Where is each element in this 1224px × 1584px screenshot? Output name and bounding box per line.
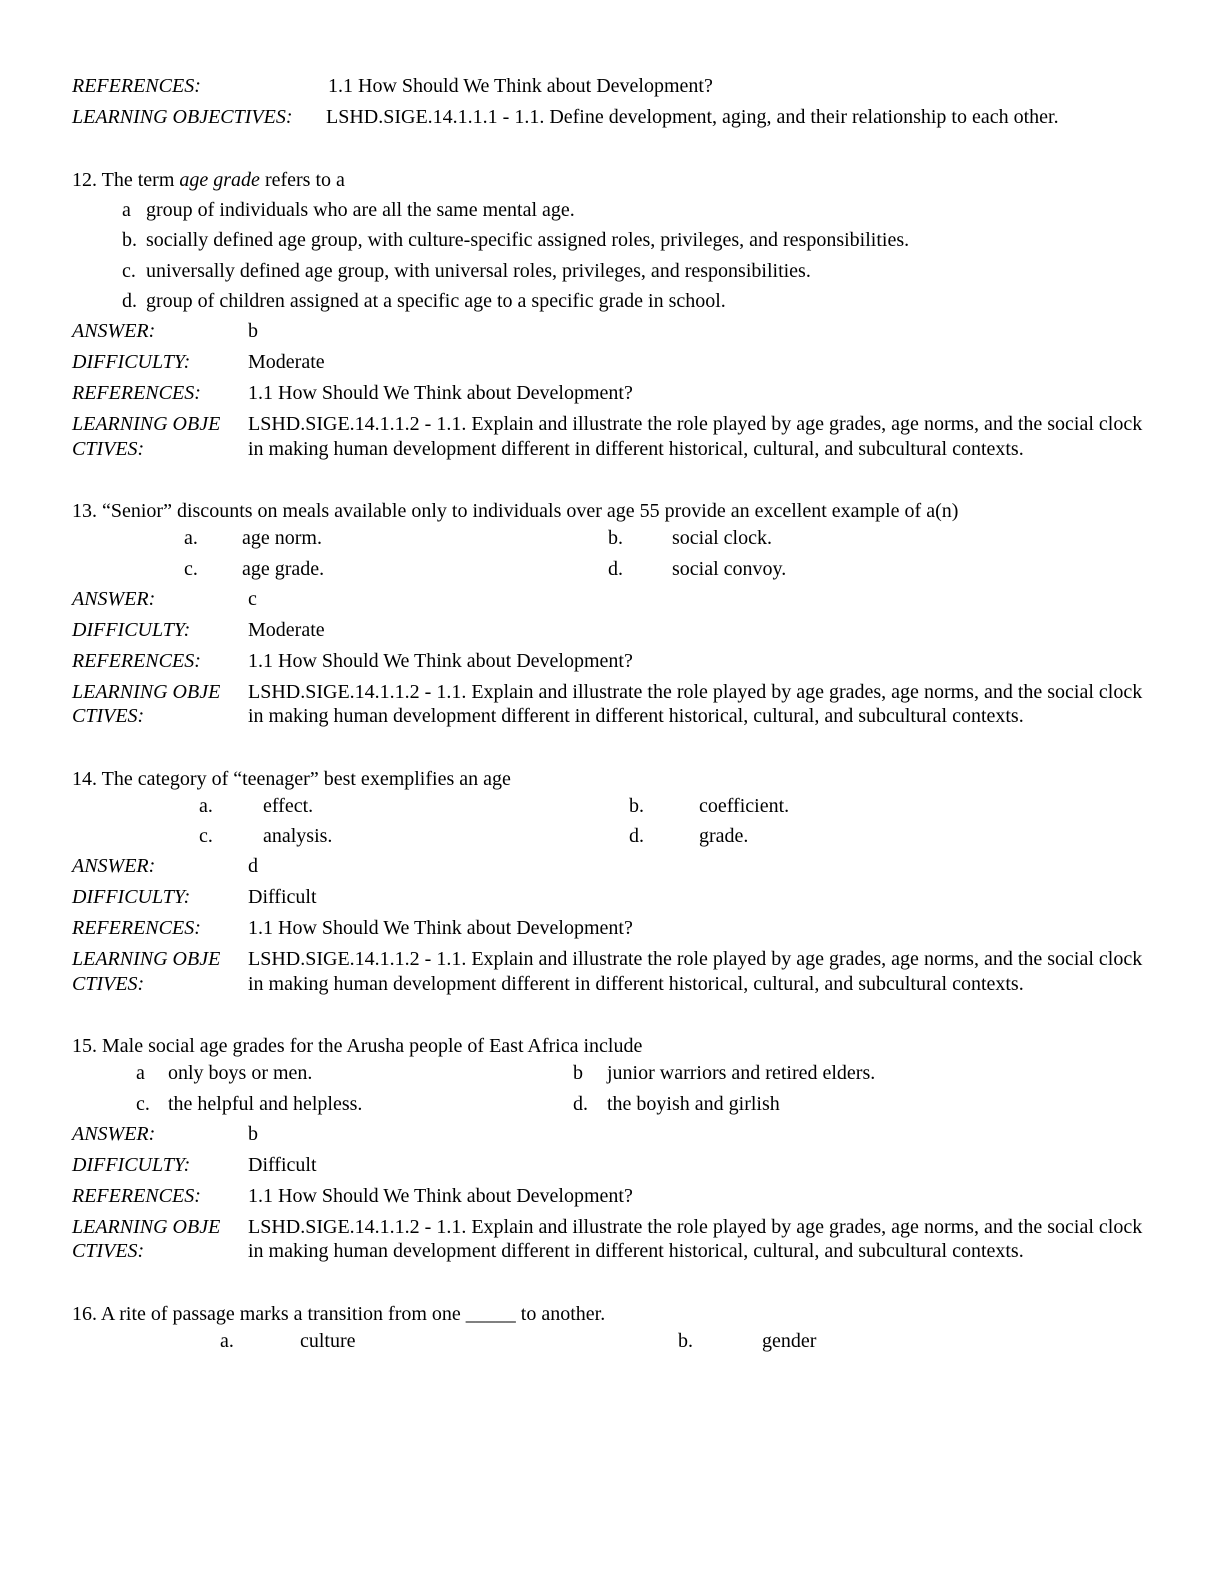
difficulty-row bbox=[72, 350, 1152, 374]
option-text: age grade. bbox=[242, 557, 325, 580]
option-text: the helpful and helpless. bbox=[168, 1092, 363, 1115]
option-letter: c. bbox=[199, 825, 213, 848]
option-letter: a bbox=[122, 199, 131, 221]
learning-objectives-value: LSHD.SIGE.14.1.1.2 - 1.1. Explain and illustrate the role played by age grades, age norms, and the social clock in making human development different in different historical, cultural, and subcultural contexts. bbox=[248, 680, 1143, 728]
options-grid bbox=[199, 794, 1152, 849]
label-line: LEARNING OBJE bbox=[72, 948, 221, 971]
difficulty-row bbox=[72, 618, 1152, 642]
references-row bbox=[72, 916, 1152, 940]
difficulty-value: Difficult bbox=[248, 886, 317, 909]
label-line: LEARNING OBJE bbox=[72, 1215, 221, 1238]
option-text: socially defined age group, with culture-specific assigned roles, privileges, and responsibilities. bbox=[146, 229, 910, 252]
difficulty-value: Moderate bbox=[248, 351, 325, 374]
question-16 bbox=[72, 1302, 1152, 1353]
option-text: grade. bbox=[699, 825, 749, 848]
option-letter: b. bbox=[122, 229, 137, 252]
option-letter: b. bbox=[678, 1329, 693, 1352]
answer-row bbox=[72, 319, 1152, 343]
option-letter: d. bbox=[629, 825, 644, 848]
option-letter: b. bbox=[629, 794, 644, 817]
option-text: group of individuals who are all the same mental age. bbox=[146, 199, 575, 221]
question-13 bbox=[72, 499, 1152, 729]
learning-objectives-row bbox=[72, 947, 1152, 996]
references-value: 1.1 How Should We Think about Development? bbox=[328, 75, 713, 97]
document-page bbox=[72, 74, 1152, 1359]
label-line: LEARNING OBJE bbox=[72, 413, 221, 436]
references-label: REFERENCES: bbox=[72, 1184, 201, 1207]
references-value: 1.1 How Should We Think about Development? bbox=[248, 649, 633, 672]
references-row bbox=[72, 1184, 1152, 1208]
options-grid bbox=[136, 1061, 1152, 1116]
stem-text: refers to a bbox=[259, 169, 345, 191]
question-stem bbox=[72, 168, 1152, 192]
difficulty-value: Moderate bbox=[248, 618, 325, 641]
learning-objectives-label bbox=[72, 1215, 248, 1264]
option-c bbox=[122, 259, 1152, 283]
label-line: CTIVES: bbox=[72, 705, 145, 728]
question-stem: 15. Male social age grades for the Arusha people of East Africa include bbox=[72, 1035, 643, 1058]
label-line: CTIVES: bbox=[72, 972, 145, 995]
option-d bbox=[122, 289, 1152, 313]
option-letter: c. bbox=[136, 1092, 150, 1115]
question-14 bbox=[72, 767, 1152, 997]
option-letter: c. bbox=[184, 557, 198, 580]
question-12 bbox=[72, 168, 1152, 461]
learning-objectives-row bbox=[72, 680, 1152, 729]
option-text: analysis. bbox=[263, 825, 333, 848]
option-text: coefficient. bbox=[699, 794, 790, 817]
learning-objectives-row bbox=[72, 412, 1152, 461]
learning-objectives-label bbox=[72, 947, 248, 996]
references-label: REFERENCES: bbox=[72, 649, 201, 672]
learning-objectives-row bbox=[72, 1215, 1152, 1264]
difficulty-label: DIFFICULTY: bbox=[72, 886, 191, 909]
learning-objectives-label bbox=[72, 680, 248, 729]
learning-objectives-row bbox=[72, 105, 1152, 129]
answer-label: ANSWER: bbox=[72, 855, 156, 878]
references-value: 1.1 How Should We Think about Development? bbox=[248, 382, 633, 405]
difficulty-row bbox=[72, 1153, 1152, 1177]
label-line: CTIVES: bbox=[72, 1240, 145, 1263]
answer-label: ANSWER: bbox=[72, 1122, 156, 1145]
stem-text: 12. The term bbox=[72, 169, 180, 191]
answer-label: ANSWER: bbox=[72, 320, 156, 343]
label-line: LEARNING OBJE bbox=[72, 680, 221, 703]
learning-objectives-value: LSHD.SIGE.14.1.1.1 - 1.1. Define development, aging, and their relationship to each other. bbox=[326, 106, 1059, 128]
question-15 bbox=[72, 1034, 1152, 1264]
option-letter: b. bbox=[608, 527, 623, 550]
references-label: REFERENCES: bbox=[72, 917, 201, 940]
references-row bbox=[72, 74, 1152, 98]
option-text: junior warriors and retired elders. bbox=[607, 1062, 876, 1085]
references-value: 1.1 How Should We Think about Development? bbox=[248, 1184, 633, 1207]
learning-objectives-value: LSHD.SIGE.14.1.1.2 - 1.1. Explain and illustrate the role played by age grades, age norms, and the social clock in making human development different in different historical, cultural, and subcultural contexts. bbox=[248, 1215, 1143, 1263]
answer-row bbox=[72, 854, 1152, 878]
option-letter: b bbox=[573, 1062, 583, 1085]
option-letter: d. bbox=[122, 289, 137, 312]
difficulty-row bbox=[72, 885, 1152, 909]
option-letter: d. bbox=[608, 557, 623, 580]
references-row bbox=[72, 649, 1152, 673]
answer-row bbox=[72, 587, 1152, 611]
options-list bbox=[122, 198, 1152, 313]
option-text: only boys or men. bbox=[168, 1062, 313, 1085]
option-text: group of children assigned at a specific age to a specific grade in school. bbox=[146, 289, 726, 312]
answer-value: b bbox=[248, 1122, 258, 1145]
answer-value: c bbox=[248, 587, 257, 610]
question-stem: 13. “Senior” discounts on meals available only to individuals over age 55 provide an excellent example of a(n) bbox=[72, 500, 959, 523]
option-text: social convoy. bbox=[672, 557, 787, 580]
option-letter: d. bbox=[573, 1092, 588, 1115]
answer-row bbox=[72, 1122, 1152, 1146]
question-stem: 14. The category of “teenager” best exemplifies an age bbox=[72, 767, 511, 790]
options-grid bbox=[220, 1329, 1152, 1353]
learning-objectives-label: LEARNING OBJECTIVES: bbox=[72, 106, 293, 128]
option-letter: c. bbox=[122, 259, 136, 282]
stem-emphasis: age grade bbox=[179, 169, 260, 191]
option-text: age norm. bbox=[242, 527, 322, 550]
references-row bbox=[72, 381, 1152, 405]
difficulty-label: DIFFICULTY: bbox=[72, 618, 191, 641]
references-label: REFERENCES: bbox=[72, 75, 201, 97]
answer-label: ANSWER: bbox=[72, 587, 156, 610]
option-a bbox=[122, 198, 1152, 222]
option-letter: a. bbox=[184, 527, 198, 550]
option-text: effect. bbox=[263, 794, 314, 817]
learning-objectives-value: LSHD.SIGE.14.1.1.2 - 1.1. Explain and illustrate the role played by age grades, age norms, and the social clock in making human development different in different historical, cultural, and subcultural contexts. bbox=[248, 413, 1143, 460]
difficulty-label: DIFFICULTY: bbox=[72, 1153, 191, 1176]
learning-objectives-value: LSHD.SIGE.14.1.1.2 - 1.1. Explain and illustrate the role played by age grades, age norms, and the social clock in making human development different in different historical, cultural, and subcultural contexts. bbox=[248, 948, 1143, 995]
option-text: the boyish and girlish bbox=[607, 1092, 780, 1115]
option-letter: a bbox=[136, 1062, 145, 1085]
option-letter: a. bbox=[199, 794, 213, 817]
option-text: social clock. bbox=[672, 527, 772, 550]
references-label: REFERENCES: bbox=[72, 382, 201, 405]
difficulty-value: Difficult bbox=[248, 1153, 317, 1176]
learning-objectives-label bbox=[72, 412, 248, 461]
references-value: 1.1 How Should We Think about Development? bbox=[248, 917, 633, 940]
label-line: CTIVES: bbox=[72, 437, 145, 460]
option-text: universally defined age group, with universal roles, privileges, and responsibilities. bbox=[146, 259, 811, 282]
option-text: culture bbox=[300, 1329, 356, 1352]
answer-value: d bbox=[248, 855, 258, 878]
question-stem: 16. A rite of passage marks a transition from one _____ to another. bbox=[72, 1302, 606, 1325]
option-b bbox=[122, 228, 1152, 252]
option-letter: a. bbox=[220, 1329, 234, 1352]
answer-value: b bbox=[248, 320, 258, 343]
options-grid bbox=[184, 526, 1152, 581]
difficulty-label: DIFFICULTY: bbox=[72, 351, 191, 374]
option-text: gender bbox=[762, 1329, 817, 1352]
